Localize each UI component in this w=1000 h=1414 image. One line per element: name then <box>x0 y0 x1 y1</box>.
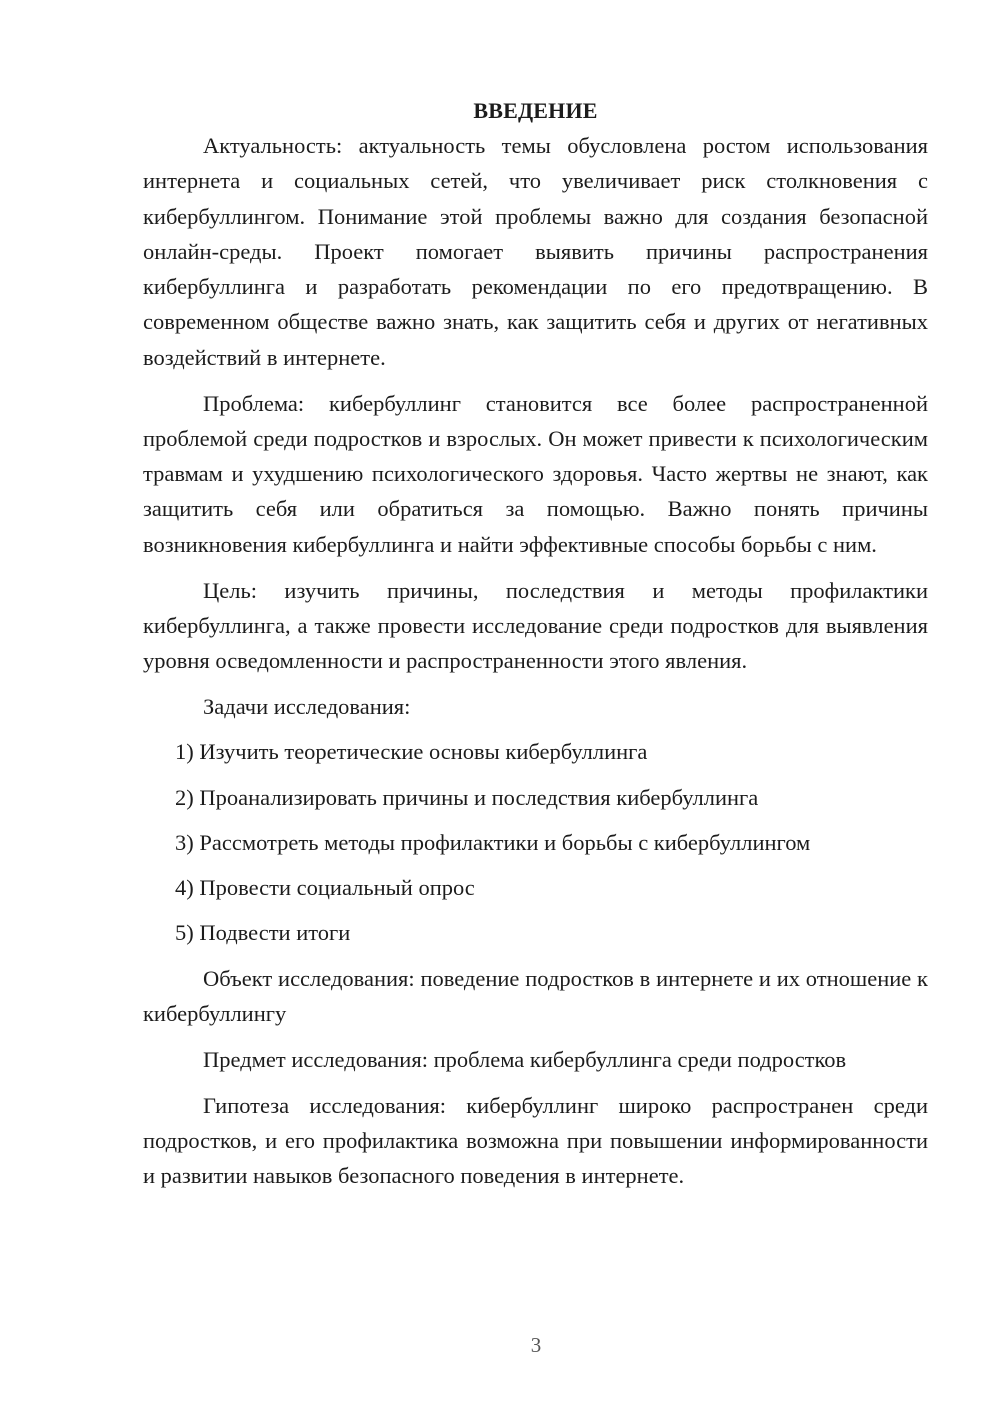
task-item: 2) Проанализировать причины и последствия кибербуллинга <box>175 784 759 810</box>
document-page <box>143 93 928 1204</box>
task-item: 4) Провести социальный опрос <box>175 875 475 901</box>
tasks-list <box>143 734 928 950</box>
task-item: 5) Подвести итоги <box>175 920 351 946</box>
hypothesis-paragraph: Гипотеза исследования: кибербуллинг широко распространен среди подростков, и его профилактика возможна при повышении информированности и развитии навыков безопасного поведения в интернете. <box>143 1092 928 1189</box>
subject-paragraph: Предмет исследования: проблема кибербуллинга среди подростков <box>203 1046 847 1072</box>
page-number: 3 <box>530 1333 542 1357</box>
problem-paragraph: Проблема: кибербуллинг становится все более распространенной проблемой среди подростков и взрослых. Он может привести к психологическим травмам и ухудшению психологического здоровья. Часто жертвы не знают, как защитить себя или обратиться за помощью. Важно понять причины возникновения кибербуллинга и найти эффективные способы борьбы с ним. <box>143 390 928 557</box>
page-title: ВВЕДЕНИЕ <box>473 98 598 123</box>
tasks-heading: Задачи исследования: <box>203 693 411 719</box>
relevance-paragraph: Актуальность: актуальность темы обусловлена ростом использования интернета и социальных сетей, что увеличивает риск столкновения с кибербуллингом. Понимание этой проблемы важно для создания безопасной онлайн-среды. Проект помогает выявить причины распространения кибербуллинга и разработать рекомендации по его предотвращению. В современном обществе важно знать, как защитить себя и других от негативных воздействий в интернете. <box>143 133 928 370</box>
goal-paragraph: Цель: изучить причины, последствия и методы профилактики кибербуллинга, а также провести исследование среди подростков для выявления уровня осведомленности и распространенности этого явления. <box>143 577 928 674</box>
task-item: 1) Изучить теоретические основы кибербуллинга <box>175 739 648 765</box>
object-paragraph: Объект исследования: поведение подростков в интернете и их отношение к кибербуллингу <box>143 965 928 1027</box>
task-item: 3) Рассмотреть методы профилактики и борьбы с кибербуллингом <box>175 829 811 855</box>
